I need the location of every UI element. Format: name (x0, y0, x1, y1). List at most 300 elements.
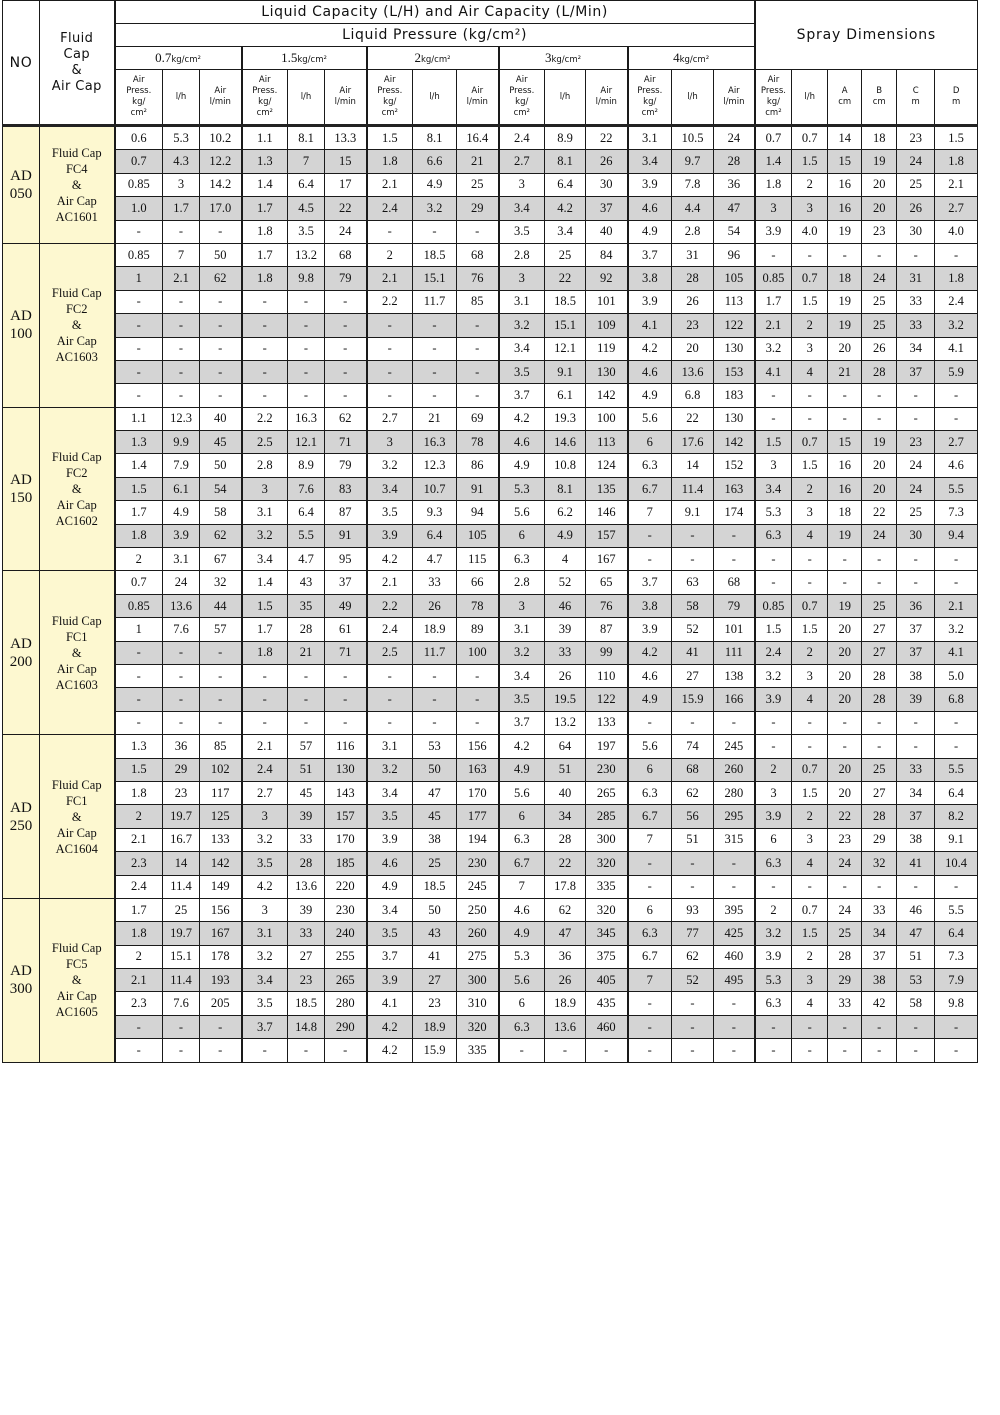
pressure-unit: kg/cm² (551, 55, 582, 65)
data-cell: - (325, 664, 367, 687)
data-cell: 56 (672, 805, 714, 828)
data-cell: 1.7 (115, 501, 163, 524)
data-cell: 1.8 (115, 524, 163, 547)
data-cell: 27 (862, 618, 897, 641)
data-cell: 23 (862, 220, 897, 243)
data-cell: - (714, 992, 755, 1015)
data-cell: 1 (115, 618, 163, 641)
data-cell: 3 (792, 828, 828, 851)
data-cell: 6 (499, 992, 545, 1015)
data-cell: - (714, 1039, 755, 1062)
data-cell: 91 (325, 524, 367, 547)
pressure-value: 1.5 (281, 50, 298, 65)
data-cell: 33 (545, 641, 586, 664)
data-cell: 6.3 (499, 548, 545, 571)
data-cell: 10.8 (545, 454, 586, 477)
sub-header-line: cm² (256, 108, 273, 118)
cap-line: Fluid Cap (51, 286, 102, 301)
data-cell: 6 (499, 805, 545, 828)
data-cell: 2.8 (499, 243, 545, 266)
data-cell: - (413, 314, 457, 337)
data-cell: - (935, 384, 978, 407)
data-cell: 3.9 (628, 173, 672, 196)
data-cell: 22 (545, 267, 586, 290)
data-cell: - (413, 384, 457, 407)
data-cell: 1.1 (115, 407, 163, 430)
data-cell: - (792, 243, 828, 266)
data-cell: 25 (163, 898, 200, 921)
cap-line: FC2 (65, 302, 88, 317)
data-cell: 9.8 (935, 992, 978, 1015)
data-cell: - (200, 314, 242, 337)
data-cell: - (714, 1015, 755, 1038)
data-cell: 2 (115, 548, 163, 571)
data-cell: 15.1 (163, 945, 200, 968)
data-cell: 85 (457, 290, 499, 313)
table-row (3, 641, 978, 664)
data-cell: 20 (862, 197, 897, 220)
data-cell: 2.8 (499, 571, 545, 594)
sub-header-line: cm (838, 97, 852, 107)
data-cell: 30 (897, 220, 935, 243)
sub-header-line: Air (728, 86, 740, 96)
data-cell: - (413, 688, 457, 711)
data-cell: 9.1 (935, 828, 978, 851)
data-cell: 15 (828, 431, 862, 454)
table-row (3, 173, 978, 196)
spray-capacity-table (2, 0, 978, 1063)
data-cell: 4.9 (163, 501, 200, 524)
sub-column-header (628, 70, 672, 126)
data-cell: 0.7 (792, 758, 828, 781)
data-cell: 2.3 (115, 992, 163, 1015)
data-cell: 6 (755, 828, 792, 851)
data-cell: 125 (200, 805, 242, 828)
data-cell: 119 (586, 337, 628, 360)
data-cell: 2.2 (367, 290, 413, 313)
data-cell: 16.7 (163, 828, 200, 851)
data-cell: - (545, 1039, 586, 1062)
data-cell: 2.1 (367, 267, 413, 290)
data-cell: 38 (413, 828, 457, 851)
sub-header-line: Press. (509, 86, 535, 96)
table-row (3, 735, 978, 758)
data-cell: 47 (897, 922, 935, 945)
sub-header-line: m (911, 97, 920, 107)
table-row (3, 524, 978, 547)
data-cell: 4 (792, 688, 828, 711)
data-cell: - (115, 711, 163, 734)
data-cell: 53 (413, 735, 457, 758)
data-cell: 4 (792, 524, 828, 547)
data-cell: 1.5 (935, 126, 978, 150)
table-row (3, 969, 978, 992)
data-cell: 174 (714, 501, 755, 524)
data-cell: 0.7 (755, 126, 792, 150)
data-cell: - (200, 384, 242, 407)
data-cell: - (288, 711, 325, 734)
data-cell: 16 (828, 197, 862, 220)
data-cell: 41 (413, 945, 457, 968)
data-cell: - (755, 735, 792, 758)
data-cell: - (828, 548, 862, 571)
data-cell: - (163, 290, 200, 313)
data-cell: - (755, 1015, 792, 1038)
data-cell: 2.8 (242, 454, 288, 477)
data-cell: 7.6 (288, 477, 325, 500)
data-cell: 375 (586, 945, 628, 968)
data-cell: 1.8 (242, 220, 288, 243)
data-cell: 20 (828, 337, 862, 360)
data-cell: 153 (714, 360, 755, 383)
sub-column-header (163, 70, 200, 126)
data-cell: 20 (862, 173, 897, 196)
data-cell: 39 (288, 805, 325, 828)
data-cell: 100 (457, 641, 499, 664)
data-cell: 1.5 (792, 454, 828, 477)
data-cell: 2.5 (367, 641, 413, 664)
data-cell: 9.9 (163, 431, 200, 454)
data-cell: 3.4 (755, 477, 792, 500)
data-cell: - (200, 337, 242, 360)
data-cell: 50 (413, 898, 457, 921)
data-cell: 3.1 (628, 126, 672, 150)
data-cell: 14.2 (200, 173, 242, 196)
data-cell: 1.7 (163, 197, 200, 220)
table-row (3, 805, 978, 828)
data-cell: - (792, 735, 828, 758)
data-cell: 96 (714, 243, 755, 266)
data-cell: 245 (714, 735, 755, 758)
data-cell: 17.6 (672, 431, 714, 454)
data-cell: - (163, 1015, 200, 1038)
data-cell: - (935, 711, 978, 734)
data-cell: 34 (862, 922, 897, 945)
data-cell: - (367, 384, 413, 407)
sub-header-line: m (951, 97, 961, 107)
data-cell: 4.3 (163, 150, 200, 173)
cap-line: & (71, 177, 82, 192)
data-cell: 13.2 (545, 711, 586, 734)
data-cell: 23 (897, 126, 935, 150)
table-row (3, 688, 978, 711)
data-cell: - (672, 1015, 714, 1038)
data-cell: 3 (242, 898, 288, 921)
data-cell: 3.2 (935, 618, 978, 641)
data-cell: - (288, 1039, 325, 1062)
data-cell: 100 (586, 407, 628, 430)
data-cell: 28 (714, 150, 755, 173)
data-cell: - (935, 1015, 978, 1038)
data-cell: 13.2 (288, 243, 325, 266)
data-cell: 130 (586, 360, 628, 383)
table-row (3, 1015, 978, 1038)
data-cell: 6.4 (545, 173, 586, 196)
sub-header-line: D (952, 86, 960, 96)
data-cell: 2 (367, 243, 413, 266)
data-cell: 300 (457, 969, 499, 992)
data-cell: 18.9 (413, 618, 457, 641)
data-cell: - (862, 711, 897, 734)
data-cell: 3.5 (367, 922, 413, 945)
data-cell: - (628, 992, 672, 1015)
data-cell: 345 (586, 922, 628, 945)
data-cell: 53 (897, 969, 935, 992)
data-cell: 3 (792, 664, 828, 687)
data-cell: 18.9 (545, 992, 586, 1015)
sub-column-header (862, 70, 897, 126)
data-cell: 4.2 (499, 735, 545, 758)
data-cell: 19.7 (163, 805, 200, 828)
data-cell: - (672, 524, 714, 547)
data-cell: 21 (457, 150, 499, 173)
cap-line: Air Cap (56, 498, 97, 513)
data-cell: 3.9 (367, 969, 413, 992)
sub-header-line: l/min (334, 97, 356, 107)
data-cell: 4.1 (755, 360, 792, 383)
data-cell: 8.9 (288, 454, 325, 477)
sub-header-line: l/min (466, 97, 488, 107)
data-cell: - (163, 314, 200, 337)
data-cell: 51 (288, 758, 325, 781)
data-cell: - (828, 735, 862, 758)
data-cell: 2.1 (935, 173, 978, 196)
data-cell: 2.1 (242, 735, 288, 758)
data-cell: 4.9 (499, 922, 545, 945)
data-cell: 3 (755, 454, 792, 477)
data-cell: - (367, 664, 413, 687)
data-cell: 20 (672, 337, 714, 360)
data-cell: - (755, 711, 792, 734)
sub-header-line: Press. (377, 86, 403, 96)
data-cell: 4.6 (935, 454, 978, 477)
data-cell: 15 (325, 150, 367, 173)
data-cell: 25 (413, 852, 457, 875)
data-cell: 5.6 (499, 501, 545, 524)
data-cell: - (792, 407, 828, 430)
data-cell: - (115, 688, 163, 711)
data-cell: 2.7 (935, 197, 978, 220)
data-cell: 2 (792, 314, 828, 337)
data-cell: 22 (545, 852, 586, 875)
data-cell: 142 (586, 384, 628, 407)
data-cell: - (792, 711, 828, 734)
data-cell: 3.9 (367, 524, 413, 547)
data-cell: 4.6 (628, 197, 672, 220)
data-cell: - (935, 735, 978, 758)
data-cell: 4.1 (935, 337, 978, 360)
data-cell: 1.5 (792, 150, 828, 173)
data-cell: 6.3 (628, 781, 672, 804)
data-cell: - (457, 337, 499, 360)
data-cell: - (413, 664, 457, 687)
data-cell: - (897, 1015, 935, 1038)
cap-line: FC4 (65, 161, 88, 176)
data-cell: 142 (714, 431, 755, 454)
data-cell: 320 (586, 852, 628, 875)
data-cell: 18 (862, 126, 897, 150)
model-line: AD (10, 963, 32, 980)
data-cell: 16.3 (413, 431, 457, 454)
sub-header-line: Air (643, 75, 656, 85)
data-cell: 3.2 (499, 314, 545, 337)
data-cell: 3.2 (755, 664, 792, 687)
table-row (3, 407, 978, 430)
data-cell: 240 (325, 922, 367, 945)
data-cell: - (828, 1039, 862, 1062)
data-cell: - (792, 571, 828, 594)
data-cell: 30 (586, 173, 628, 196)
data-cell: 6.7 (628, 945, 672, 968)
data-cell: 157 (586, 524, 628, 547)
data-cell: 2 (792, 173, 828, 196)
data-cell: 0.85 (755, 267, 792, 290)
data-cell: 290 (325, 1015, 367, 1038)
cap-line: & (71, 645, 82, 660)
data-cell: 1.8 (935, 267, 978, 290)
data-cell: - (628, 548, 672, 571)
model-number (3, 126, 40, 244)
data-cell: 64 (545, 735, 586, 758)
data-cell: 245 (457, 875, 499, 898)
data-cell: 62 (325, 407, 367, 430)
data-cell: 20 (828, 664, 862, 687)
data-cell: 7 (499, 875, 545, 898)
data-cell: 0.6 (115, 126, 163, 150)
data-cell: 4.6 (628, 360, 672, 383)
data-cell: 23 (163, 781, 200, 804)
sub-header-line: cm² (381, 108, 398, 118)
data-cell: 3.5 (242, 992, 288, 1015)
data-cell: 26 (586, 150, 628, 173)
data-cell: 6.8 (672, 384, 714, 407)
data-cell: 7.3 (935, 501, 978, 524)
data-cell: 6.6 (413, 150, 457, 173)
data-cell: 89 (457, 618, 499, 641)
data-cell: 76 (457, 267, 499, 290)
data-cell: 3.7 (499, 711, 545, 734)
cap-line: AC1605 (55, 1005, 98, 1020)
data-cell: - (115, 384, 163, 407)
data-cell: 67 (200, 548, 242, 571)
data-cell: 19 (862, 431, 897, 454)
model-line: 250 (9, 817, 33, 834)
data-cell: - (755, 571, 792, 594)
data-cell: 124 (586, 454, 628, 477)
data-cell: 25 (457, 173, 499, 196)
data-cell: 18.9 (413, 1015, 457, 1038)
cap-header-line: Air Cap (51, 78, 102, 94)
data-cell: 5.5 (935, 898, 978, 921)
sub-column-header (115, 70, 163, 126)
data-cell: - (242, 711, 288, 734)
data-cell: 280 (714, 781, 755, 804)
data-cell: 18 (828, 267, 862, 290)
table-row (3, 594, 978, 617)
data-cell: - (499, 1039, 545, 1062)
data-cell: 111 (714, 641, 755, 664)
sub-column-header (200, 70, 242, 126)
data-cell: 138 (714, 664, 755, 687)
data-cell: 4.7 (413, 548, 457, 571)
data-cell: 29 (828, 969, 862, 992)
data-cell: 130 (714, 407, 755, 430)
data-cell: 22 (325, 197, 367, 220)
data-cell: - (457, 688, 499, 711)
sub-column-header (714, 70, 755, 126)
data-cell: 1.8 (115, 781, 163, 804)
table-row (3, 337, 978, 360)
data-cell: - (828, 1015, 862, 1038)
data-cell: - (200, 220, 242, 243)
data-cell: 3.9 (163, 524, 200, 547)
cap-header-line: Cap (63, 46, 90, 62)
data-cell: 7.6 (163, 618, 200, 641)
data-cell: 24 (897, 150, 935, 173)
data-cell: 79 (325, 267, 367, 290)
data-cell: 300 (586, 828, 628, 851)
model-number (3, 735, 40, 899)
data-cell: - (288, 688, 325, 711)
data-cell: 52 (672, 618, 714, 641)
sub-header-line: l/h (687, 91, 698, 102)
sub-header-line: Press. (760, 86, 786, 96)
data-cell: - (200, 1039, 242, 1062)
data-cell: 7.9 (163, 454, 200, 477)
data-cell: 57 (200, 618, 242, 641)
table-row (3, 290, 978, 313)
data-cell: 2 (792, 477, 828, 500)
data-cell: 24 (862, 524, 897, 547)
sub-header-line: Air (258, 75, 271, 85)
model-number (3, 407, 40, 571)
data-cell: 4.2 (628, 337, 672, 360)
data-cell: - (367, 360, 413, 383)
data-cell: 4 (792, 360, 828, 383)
data-cell: 18.5 (413, 243, 457, 266)
data-cell: 1.5 (242, 594, 288, 617)
data-cell: 58 (672, 594, 714, 617)
data-cell: 320 (457, 1015, 499, 1038)
data-cell: 142 (200, 852, 242, 875)
data-cell: 33 (897, 290, 935, 313)
data-cell: 0.7 (792, 126, 828, 150)
data-cell: 2.4 (115, 875, 163, 898)
data-cell: 3.4 (242, 969, 288, 992)
data-cell: 26 (672, 290, 714, 313)
data-cell: 3.2 (242, 828, 288, 851)
data-cell: - (862, 243, 897, 266)
cap-combination (40, 735, 115, 899)
cap-line: FC1 (65, 629, 88, 644)
data-cell: 3 (242, 805, 288, 828)
data-cell: 6.4 (935, 781, 978, 804)
data-cell: - (115, 360, 163, 383)
data-cell: 65 (586, 571, 628, 594)
data-cell: 4.0 (935, 220, 978, 243)
data-cell: - (242, 314, 288, 337)
table-row (3, 992, 978, 1015)
table-row (3, 243, 978, 266)
data-cell: 19 (828, 220, 862, 243)
data-cell: 6 (628, 758, 672, 781)
data-cell: 5.3 (755, 501, 792, 524)
data-cell: 29 (163, 758, 200, 781)
data-cell: 105 (714, 267, 755, 290)
data-cell: 4.2 (367, 548, 413, 571)
data-cell: 1.5 (115, 477, 163, 500)
data-cell: 0.7 (792, 267, 828, 290)
